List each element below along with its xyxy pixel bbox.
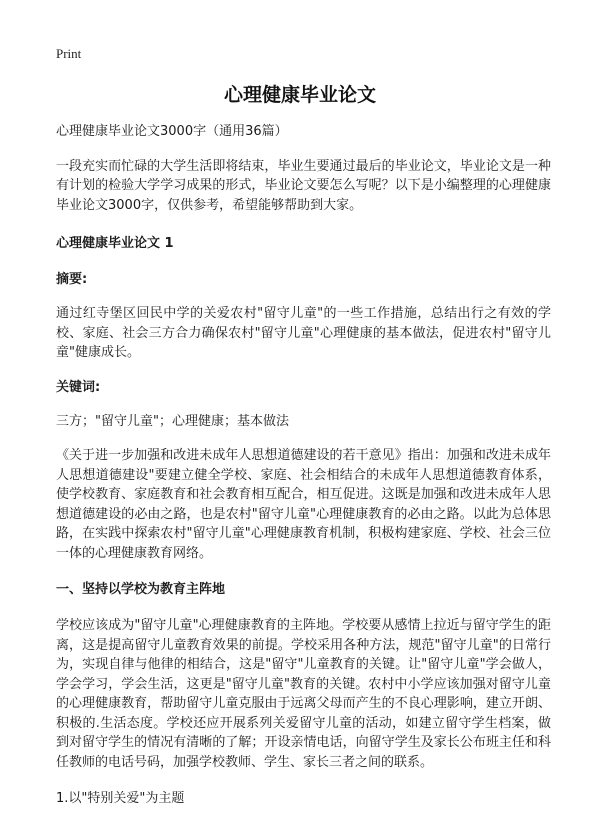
keywords-heading: 关键词: <box>56 379 101 395</box>
document-body <box>56 122 551 809</box>
subpoint-heading: 1.以"特别关爱"为主题 <box>56 791 185 806</box>
point-heading: 一、坚持以学校为教育主阵地 <box>56 582 226 597</box>
subtitle: 心理健康毕业论文3000字（通用36篇） <box>56 124 288 139</box>
point-paragraph: 学校应该成为"留守儿童"心理健康教育的主阵地。学校要从感情上拉近与留守学生的距离，这是提高留守儿童教育效果的前提。学校采用各种方法，规范"留守儿童"的日常行为，实现自律与他律的相结合，这是"留守"儿童教育的关键。让"留守儿童"学会做人，学会学习，学会生活，这更是"留守儿童"教育的关键。农村中小学应该加强对留守儿童的心理健康教育，帮助留守儿童克服由于远离父母而产生的不良心理影响，建立开朗、积极的.生活态度。学校还应开展系列关爱留守儿童的活动，如建立留守学生档案，做到对留守学生的情况有清晰的了解；开设亲情电话，向留守学生及家长公布班主任和科任教师的电话号码，加强学校教师、学生、家长三者之间的联系。 <box>56 618 551 770</box>
intro-paragraph: 一段充实而忙碌的大学生活即将结束，毕业生要通过最后的毕业论文，毕业论文是一种有计划的检验大学学习成果的形式，毕业论文要怎么写呢？以下是小编整理的心理健康毕业论文3000字，仅供参考，希望能够帮助到大家。 <box>56 158 551 213</box>
keywords-paragraph: 三方；"留守儿童"；心理健康；基本做法 <box>56 413 289 429</box>
page-title: 心理健康毕业论文 <box>223 84 376 106</box>
section-heading: 心理健康毕业论文 1 <box>56 236 174 251</box>
abstract-paragraph: 通过红寺堡区回民中学的关爱农村"留守儿童"的一些工作措施，总结出行之有效的学校、家庭、社会三方合力确保农村"留守儿童"心理健康的基本做法，促进农村"留守儿童"健康成长。 <box>56 306 551 360</box>
body-paragraph: 《关于进一步加强和改进未成年人思想道德建设的若干意见》指出：加强和改进未成年人思想道德建设"要建立健全学校、家庭、社会相结合的未成年人思想道德教育体系，使学校教育、家庭教育和社会教育相互配合，相互促进。这既是加强和改进未成年人思想道德建设的必由之路，也是农村"留守儿童"心理健康教育的必由之路。以此为总体思路，在实践中探索农村"留守儿童"心理健康教育机制，积极构建家庭、学校、社会三位一体的心理健康教育网络。 <box>56 448 551 561</box>
print-label: Print <box>56 46 82 61</box>
abstract-heading: 摘要: <box>56 272 88 287</box>
